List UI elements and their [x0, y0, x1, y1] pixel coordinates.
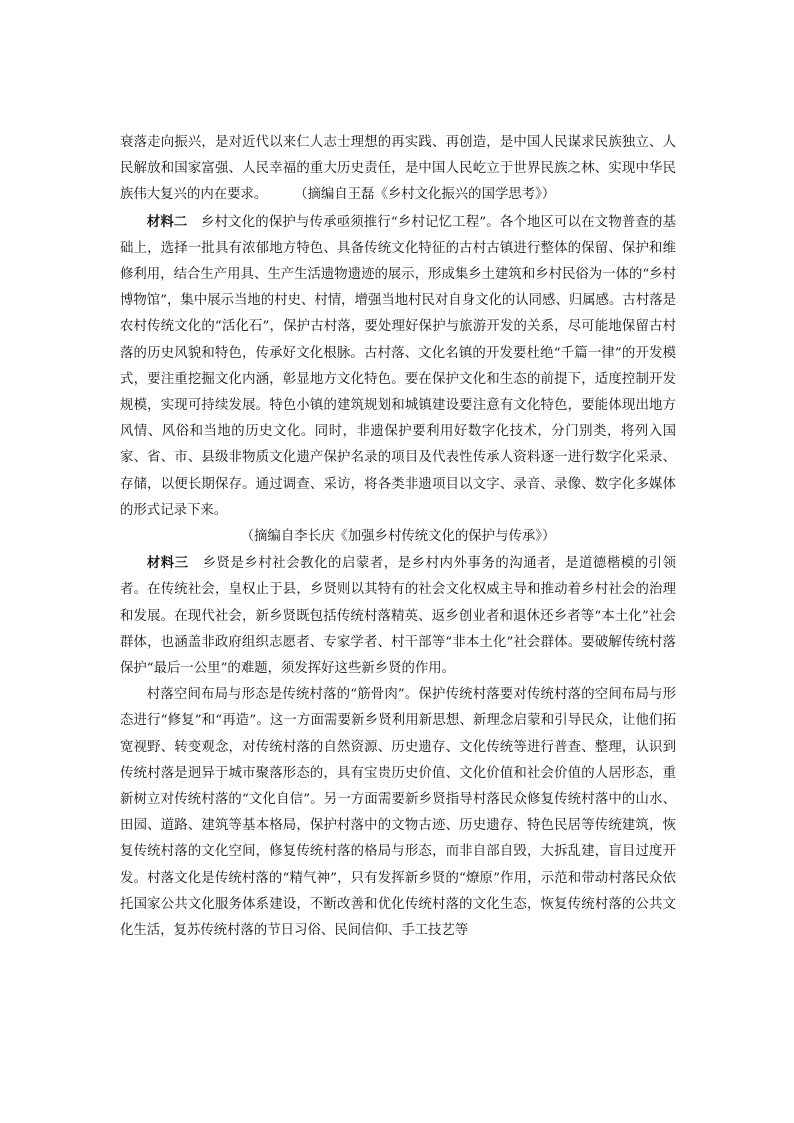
paragraph-material-three: [120, 550, 676, 682]
paragraph-text: 乡贤是乡村社会教化的启蒙者，是乡村内外事务的沟通者，是道德楷模的引领者。在传统社会，皇权止于县，乡贤则以其特有的社会文化权威主导和推动着乡村社会的治理和发展。在现代社会，新乡贤既包括传统村落精英、返乡创业者和退休还乡者等“本土化”社会群体，也涵盖非政府组织志愿者、专家学者、村干部等“非本土化”社会群体。要破解传统村落保护“最后一公里”的难题，须发挥好这些新乡贤的作用。: [120, 556, 677, 677]
paragraph-material-one-end: [120, 130, 676, 209]
source-citation: （摘编自李长庆《加强乡村传统文化的保护与传承》）: [240, 529, 556, 545]
material-label: 材料三: [146, 555, 189, 572]
article-body: [120, 130, 676, 944]
paragraph-material-two: [120, 209, 676, 524]
paragraph-village-space: 村落空间布局与形态是传统村落的“筋骨肉”。保护传统村落要对传统村落的空间布局与形态进行“修复”和“再造”。这一方面需要新乡贤利用新思想、新理念启蒙和引导民众，让他们拓宽视野、转变观念，对传统村落的自然资源、历史遗存、文化传统等进行普查、整理，认识到传统村落是迥异于城市聚落形态的，具有宝贵历史价值、文化价值和社会价值的人居形态，重新树立对传统村落的“文化自信”。另一方面需要新乡贤指导村落民众修复传统村落中的山水、田园、道路、建筑等基本格局，保护村落中的文物古迹、历史遗存、特色民居等传统建筑，恢复传统村落的文化空间，修复传统村落的格局与形态，而非自部自毁，大拆乱建，盲目过度开发。村落文化是传统村落的“精气神”，只有发挥新乡贤的“燎原”作用，示范和带动村落民众依托国家公共文化服务体系建设，不断改善和优化传统村落的文化生态，恢复传统村落的公共文化生活，复苏传统村落的节日习俗、民间信仰、手工技艺等: [120, 687, 676, 939]
source-citation: （摘编自王磊《乡村文化振兴的国学思考》）: [300, 187, 556, 203]
paragraph-text: 乡村文化的保护与传承亟须推行“乡村记忆工程”。各个地区可以在文物普查的基础上，选择一批具有浓郁地方特色、具备传统文化特征的古村古镇进行整体的保留、保护和维修利用，结合生产用具、生产生活遗物遗迹的展示，形成集乡土建筑和乡村民俗为一体的“乡村博物馆”，集中展示当地的村史、村情，增强当地村民对自身文化的认同感、归属感。古村落是农村传统文化的“活化石”，保护古村落，要处理好保护与旅游开发的关系，尽可能地保留古村落的历史风貌和特色，传承好文化根脉。古村落、文化名镇的开发要杜绝“千篇一律”的开发模式，要注重挖掘文化内涵，彰显地方文化特色。要在保护文化和生态的前提下，适度控制开发规模，实现可持续发展。特色小镇的建筑规划和城镇建设要注意有文化特色，要能体现出地方风情、风俗和当地的历史文化。同时，非遗保护要利用好数字化技术，分门别类，将列入国家、省、市、县级非物质文化遗产保护名录的项目及代表性传承人资料逐一进行数字化采录、存储，以便长期保存。通过调查、采访，将各类非遗项目以文字、录音、录像、数字化多媒体的形式记录下来。: [120, 214, 676, 518]
paragraph-text: 衰落走向振兴，是对近代以来仁人志士理想的再实践、再创造，是中国人民谋求民族独立、人民解放和国家富强、人民幸福的重大历史责任，是中国人民屹立于世界民族之林、实现中华民族伟大复兴的内在要求。: [120, 135, 676, 203]
material-label: 材料二: [146, 213, 188, 230]
